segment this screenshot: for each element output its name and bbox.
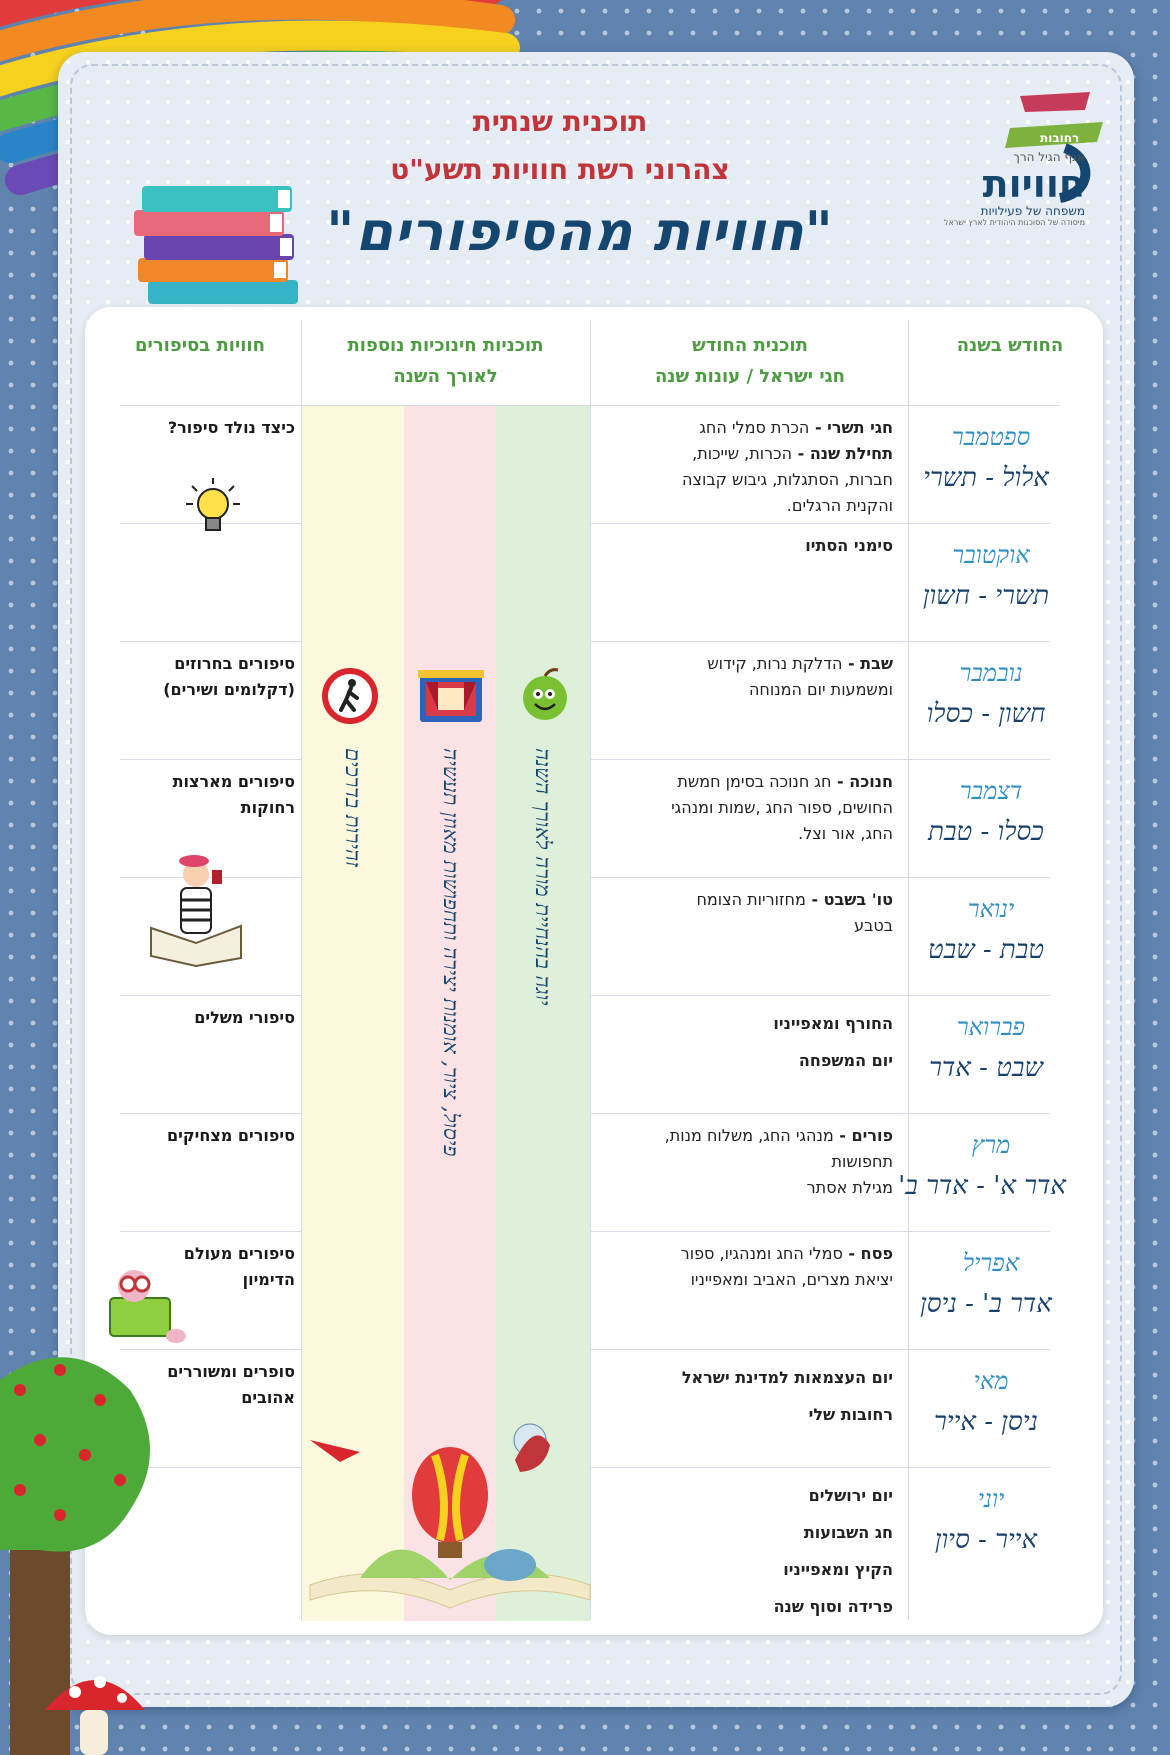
month-name: נובמבר [959, 659, 1023, 687]
logo-brand: חוויות [982, 162, 1085, 206]
hebrew-months: ניסן - אייר [933, 1407, 1038, 1437]
program-line: חגי תשרי - הכרת סמלי החג [699, 418, 893, 437]
hebrew-months: תשרי - חשון [922, 581, 1050, 611]
story-theme: סיפורים מעולם הדימיון [183, 1244, 295, 1289]
month-name: אוקטובר [952, 541, 1030, 569]
bookworm-icon [104, 1258, 190, 1348]
table-row [120, 995, 1060, 1113]
table-row [120, 523, 1060, 641]
logo-tiny-text: מיסודה של הסוכנות היהודית לארץ ישראל [943, 218, 1085, 227]
program-line: תחפושות [831, 1152, 893, 1171]
program-line: יום ירושלים [808, 1486, 893, 1505]
program-line: חג השבועות [803, 1523, 893, 1542]
program-line: מגילת אסתר [806, 1178, 893, 1197]
month-name: ספטמבר [951, 423, 1031, 451]
books-stack-icon [128, 180, 308, 310]
program-line: פורים - מנהגי החג, משלוח מנות, [664, 1126, 893, 1145]
column-header-stories: חוויות בסיפורים [135, 335, 265, 356]
program-line: סימני הסתיו [805, 536, 893, 555]
program-line: החושים, ספור החג ,שמות ומנהגי [671, 798, 893, 817]
program-line: תחילת שנה - הכרות, שייכות, [692, 444, 893, 463]
hebrew-months: חשון - כסלו [926, 699, 1046, 729]
month-program [613, 769, 893, 847]
month-program [613, 1477, 893, 1625]
program-line: יציאת מצרים, האביב ומאפייניו [690, 1270, 893, 1289]
table-row [120, 1113, 1066, 1231]
hebrew-months: כסלו - טבת [928, 817, 1044, 847]
hebrew-months: אדר ב' - ניסן [920, 1289, 1052, 1319]
story-theme: סיפורים מצחיקים [166, 1126, 295, 1145]
column-header-month: החודש בשנה [956, 335, 1064, 356]
program-line: טו' בשבט - מחזוריות הצומח [696, 890, 893, 909]
program-line: חנוכה - חג חנוכה בסימן חמשת [677, 772, 893, 791]
program-line: חברות, הסתגלות, גיבוש קבוצה [682, 470, 893, 489]
hebrew-months: טבת - שבט [927, 935, 1045, 965]
column-header-program: תוכנית החודש חגי ישראל / עונות שנה [654, 335, 846, 387]
lightbulb-icon [182, 474, 244, 544]
hebrew-months: אדר א' - אדר ב' [898, 1171, 1066, 1201]
table-row [120, 641, 1060, 759]
title-block [300, 98, 820, 194]
program-line: בטבע [854, 916, 893, 935]
apple-icon [520, 666, 570, 722]
program-line: החורף ומאפייניו [773, 1014, 893, 1033]
month-program [613, 887, 893, 939]
logo-small-text: אגף הגיל הרך [1013, 150, 1085, 164]
reading-character-icon [146, 848, 246, 968]
table-row [120, 405, 1060, 523]
program-line: יום המשפחה [798, 1051, 893, 1070]
month-name: מרץ [971, 1131, 1011, 1159]
program-line: החג, אור וצל. [798, 824, 893, 843]
month-program [613, 415, 893, 519]
story-theme: סופרים ומשוררים אהובים [167, 1362, 295, 1407]
mushroom-decoration [40, 1660, 150, 1755]
month-name: ינואר [967, 895, 1015, 923]
story-theme: סיפורי משלים [194, 1008, 295, 1027]
month-program [613, 533, 893, 559]
month-name: אפריל [962, 1249, 1020, 1277]
month-name: פברואר [956, 1013, 1026, 1041]
story-theme: סיפורים בחרוזים (דקלומים ושירים) [163, 654, 295, 699]
logo-text [915, 150, 1085, 227]
story-theme: כיצד נולד סיפור? [167, 418, 295, 437]
hebrew-months: שבט - אדר [929, 1053, 1043, 1083]
month-program [613, 651, 893, 703]
main-title: "חוויות מהסיפורים" [326, 200, 834, 263]
title-line2: צהרוני רשת חוויות תשע"ט [390, 153, 730, 186]
program-line: שבת - הדלקת נרות, קידוש [707, 654, 893, 673]
hebrew-months: אייר - סיון [934, 1525, 1038, 1555]
hebrew-months: אלול - תשרי [923, 463, 1049, 493]
logo-ribbon-text: רחובות [1040, 131, 1080, 145]
program-line: הקיץ ומאפייניו [783, 1560, 893, 1579]
month-program [613, 1123, 893, 1201]
column-header-edu: תוכניות חינוכיות נוספות לאורך השנה [347, 335, 544, 387]
program-line: והקנית הרגלים. [786, 496, 893, 515]
month-program [613, 1359, 893, 1433]
month-program [613, 1005, 893, 1079]
month-program [613, 1241, 893, 1293]
table-row [120, 877, 1060, 995]
table-row [120, 759, 1060, 877]
program-line: רחובות שלי [808, 1405, 893, 1424]
program-line: יום העצמאות למדינת ישראל [681, 1368, 893, 1387]
month-name: דצמבר [959, 777, 1023, 805]
program-line: פרידה וסוף שנה [773, 1597, 893, 1616]
story-theme: סיפורים מארצות רחוקות [172, 772, 295, 817]
program-art: פיסול, ציור, אומנות יצירה ותחפושות מאוזן תעשיה [439, 748, 463, 1157]
title-line1: תוכנית שנתית [472, 105, 648, 138]
program-yoga: יוגה בהנחיית מורה לאורך השנה [531, 748, 555, 1006]
open-book-illustration [300, 1400, 600, 1615]
month-name: מאי [973, 1367, 1009, 1395]
puppet-theater-icon [418, 668, 484, 724]
table-row [120, 1231, 1060, 1349]
program-line: ומשמעות יום המנוחה [748, 680, 893, 699]
month-name: יוני [977, 1485, 1005, 1513]
pedestrian-sign-icon [322, 668, 378, 724]
program-line: פסח - סמלי החג ומנהגיו, ספור [680, 1244, 893, 1263]
logo-tagline: משפחה של פעילויות [980, 204, 1085, 218]
program-road-safety: זהירות בדרכים [341, 748, 365, 867]
